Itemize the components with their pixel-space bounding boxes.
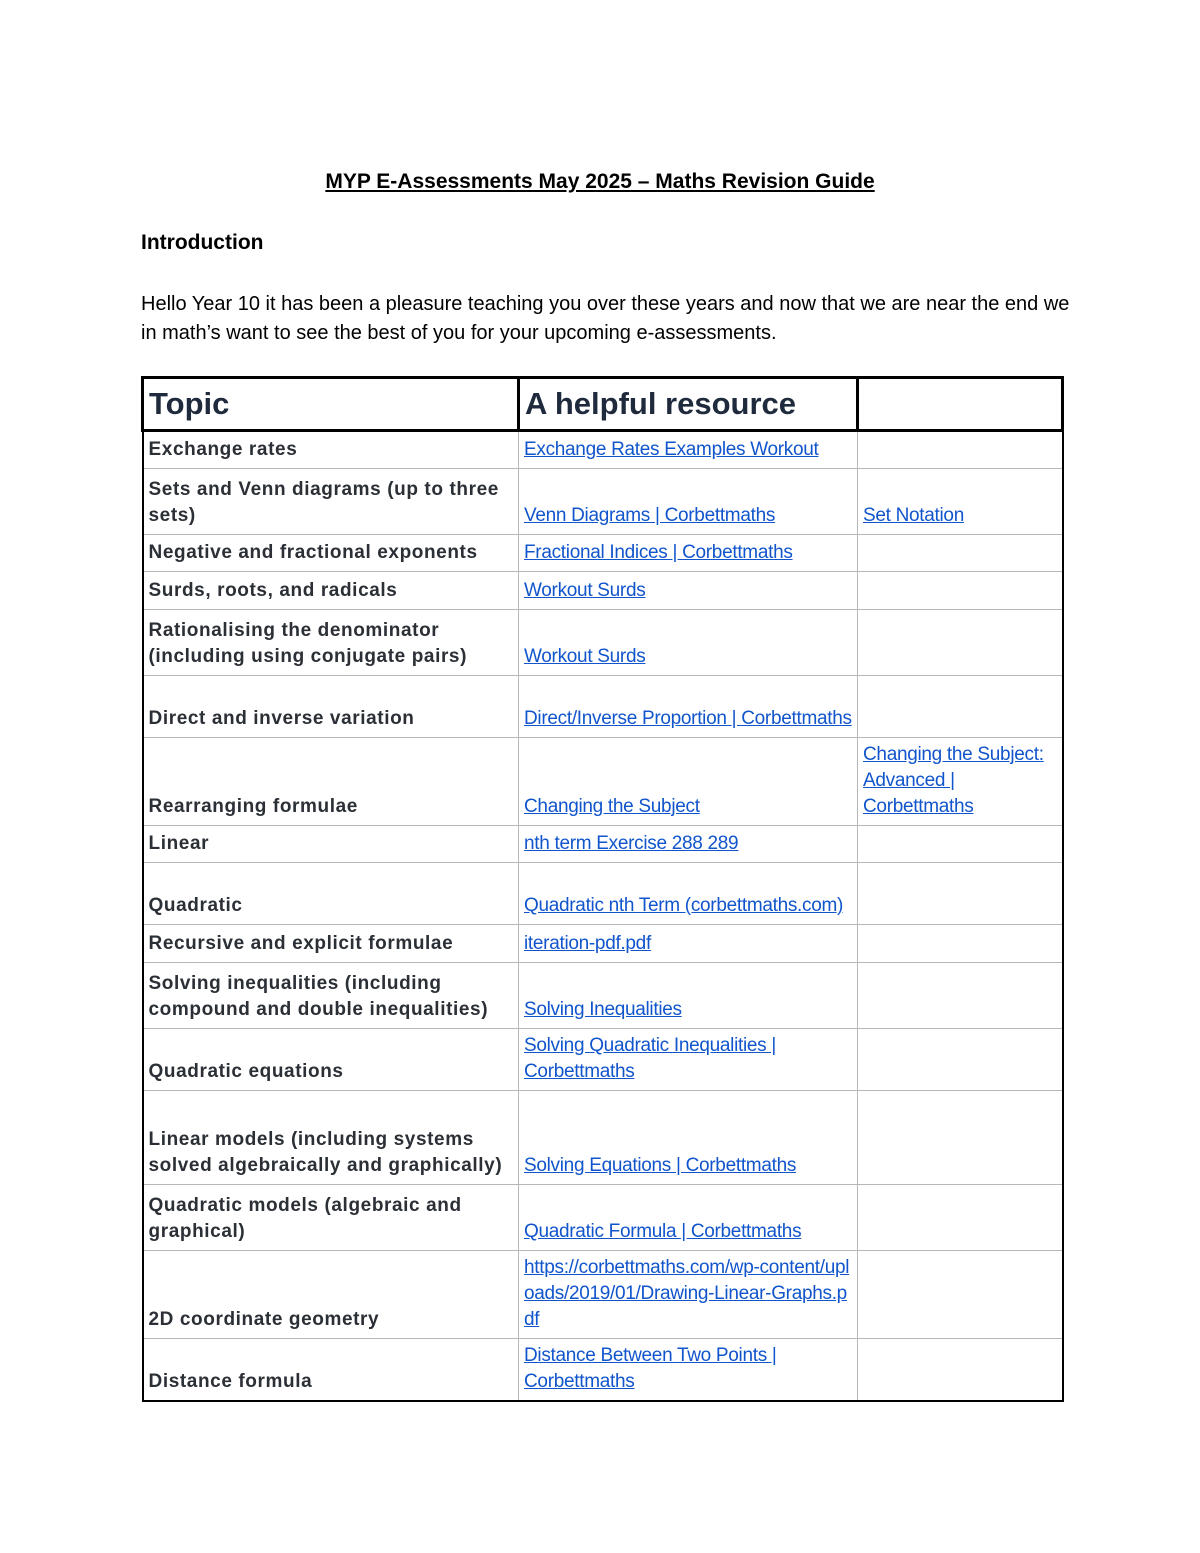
topic-cell: Direct and inverse variation [143,676,519,738]
resource-link[interactable]: Workout Surds [524,646,646,667]
resource-cell [519,610,858,676]
topic-cell: Surds, roots, and radicals [143,572,519,610]
resource-link[interactable]: Workout Surds [524,580,646,601]
extra-resource-cell [858,1091,1063,1185]
header-extra [858,378,1063,431]
topic-cell: Distance formula [143,1339,519,1402]
extra-resource-cell [858,826,1063,863]
table-row [143,826,1063,863]
document-title: MYP E-Assessments May 2025 – Maths Revision Guide [325,170,875,193]
topic-cell: Rationalising the denominator (including using conjugate pairs) [143,610,519,676]
resource-cell [519,535,858,572]
resource-link[interactable]: Venn Diagrams | Corbettmaths [524,505,776,526]
extra-resource-cell [858,469,1063,535]
table-row [143,431,1063,469]
extra-resource-link[interactable]: Set Notation [863,505,964,526]
resource-link[interactable]: https://corbettmaths.com/wp-content/uploads/2019/01/Drawing-Linear-Graphs.pdf [524,1257,850,1330]
topic-cell: Sets and Venn diagrams (up to three sets) [143,469,519,535]
table-row [143,863,1063,925]
resource-cell [519,863,858,925]
topic-cell: Recursive and explicit formulae [143,925,519,963]
resource-link[interactable]: Distance Between Two Points | Corbettmaths [524,1345,777,1392]
topic-cell: Linear [143,826,519,863]
resource-cell [519,1185,858,1251]
resource-cell [519,572,858,610]
extra-resource-cell [858,1029,1063,1091]
extra-resource-cell [858,431,1063,469]
topic-cell: 2D coordinate geometry [143,1251,519,1339]
table-row [143,963,1063,1029]
extra-resource-cell [858,925,1063,963]
table-row [143,676,1063,738]
revision-table [141,376,1064,1402]
resource-cell [519,1029,858,1091]
topic-cell: Quadratic models (algebraic and graphical) [143,1185,519,1251]
extra-resource-cell [858,863,1063,925]
extra-resource-cell [858,1339,1063,1402]
table-row [143,1091,1063,1185]
resource-link[interactable]: Solving Quadratic Inequalities | Corbettmaths [524,1035,776,1082]
extra-resource-cell [858,535,1063,572]
resource-cell [519,1091,858,1185]
table-row [143,1029,1063,1091]
resource-link[interactable]: Solving Inequalities [524,999,682,1020]
resource-link[interactable]: iteration-pdf.pdf [524,933,651,954]
resource-cell [519,469,858,535]
resource-link[interactable]: Solving Equations | Corbettmaths [524,1155,797,1176]
table-row [143,610,1063,676]
extra-resource-cell [858,738,1063,826]
table-row [143,1185,1063,1251]
resource-link[interactable]: Direct/Inverse Proportion | Corbettmaths [524,708,852,729]
topic-cell: Quadratic [143,863,519,925]
extra-resource-cell [858,963,1063,1029]
table-row [143,535,1063,572]
resource-cell [519,676,858,738]
resource-cell [519,925,858,963]
topic-cell: Linear models (including systems solved algebraically and graphically) [143,1091,519,1185]
topic-cell: Rearranging formulae [143,738,519,826]
resource-link[interactable]: Quadratic nth Term (corbettmaths.com) [524,895,844,916]
resource-link[interactable]: Exchange Rates Examples Workout [524,439,819,460]
table-row [143,738,1063,826]
resource-link[interactable]: Quadratic Formula | Corbettmaths [524,1221,802,1242]
extra-resource-link[interactable]: Changing the Subject: Advanced | Corbettmaths [863,744,1044,817]
resource-link[interactable]: Fractional Indices | Corbettmaths [524,542,793,563]
table-row [143,469,1063,535]
topic-cell: Solving inequalities (including compound and double inequalities) [143,963,519,1029]
resource-cell [519,431,858,469]
header-resource: A helpful resource [519,378,858,431]
resource-link[interactable]: Changing the Subject [524,796,700,817]
resource-cell [519,1339,858,1402]
extra-resource-cell [858,1251,1063,1339]
table-row [143,925,1063,963]
introduction-paragraph: Hello Year 10 it has been a pleasure teaching you over these years and now that we are near the end we in math’s want to see the best of you for your upcoming e-assessments. [141,293,1070,344]
table-header-row [143,378,1063,431]
header-topic: Topic [143,378,519,431]
introduction-heading: Introduction [141,231,264,254]
extra-resource-cell [858,676,1063,738]
table-row [143,1251,1063,1339]
extra-resource-cell [858,610,1063,676]
topic-cell: Negative and fractional exponents [143,535,519,572]
resource-link[interactable]: nth term Exercise 288 289 [524,833,739,854]
table-row [143,1339,1063,1402]
topic-cell: Exchange rates [143,431,519,469]
resource-cell [519,1251,858,1339]
table-row [143,572,1063,610]
resource-cell [519,963,858,1029]
resource-cell [519,826,858,863]
topic-cell: Quadratic equations [143,1029,519,1091]
extra-resource-cell [858,1185,1063,1251]
resource-cell [519,738,858,826]
extra-resource-cell [858,572,1063,610]
